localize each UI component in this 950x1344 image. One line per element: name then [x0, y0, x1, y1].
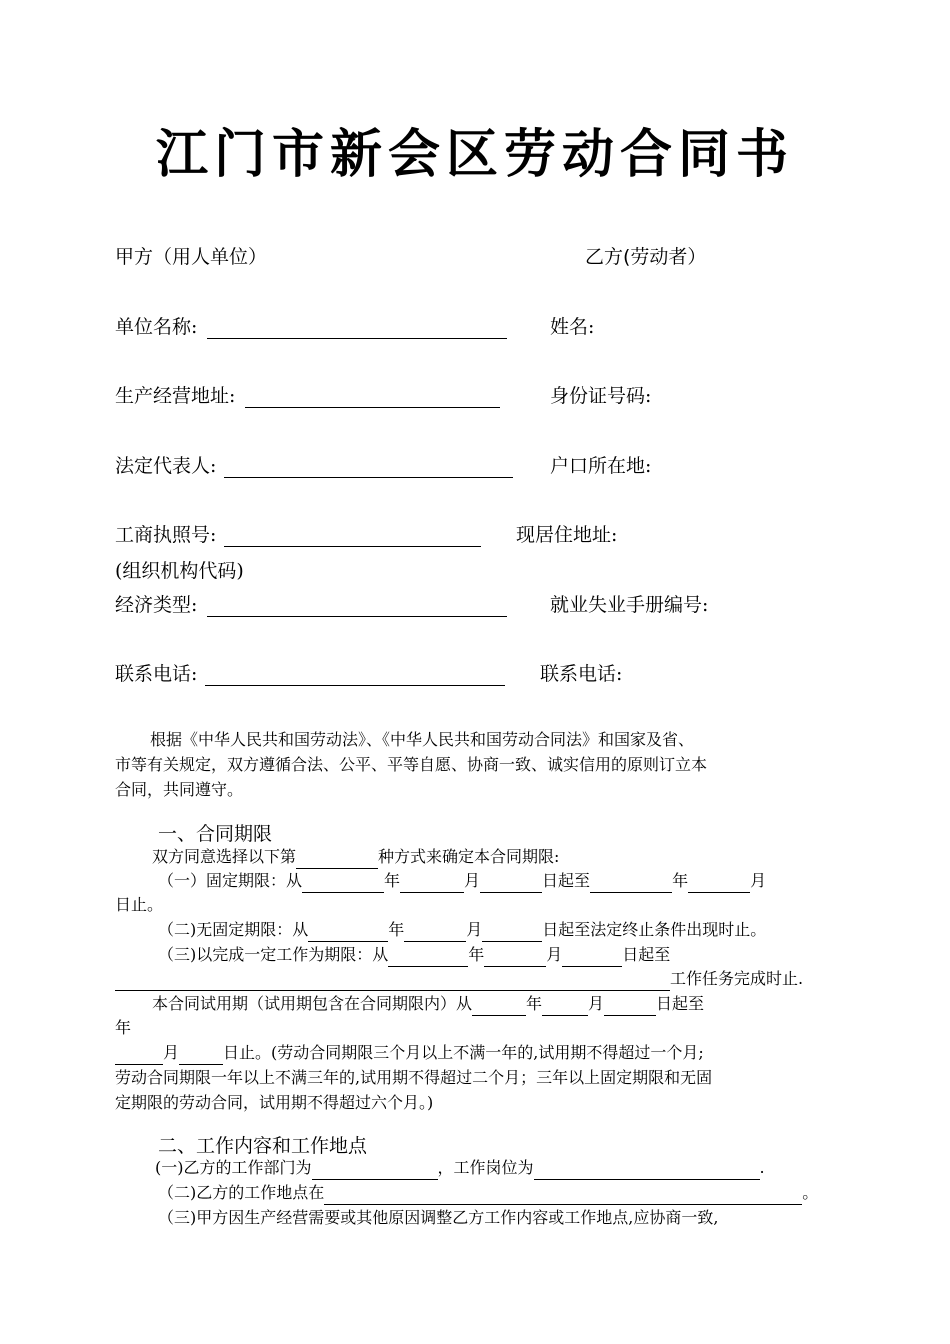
- method-blank[interactable]: [296, 850, 378, 869]
- license-row: [115, 520, 481, 547]
- month-text: 月: [466, 920, 483, 939]
- license-blank[interactable]: [224, 524, 481, 547]
- from-text: 日起至: [542, 871, 591, 890]
- name-label: 姓名:: [550, 316, 595, 338]
- task-year-blank[interactable]: [388, 948, 468, 967]
- trial-line-3: 劳动合同期限一年以上不满三年的,试用期不得超过二个月；三年以上固定期限和无固: [115, 1068, 713, 1087]
- unit-name-row: [115, 312, 507, 339]
- task-from-text: 日起至: [622, 945, 671, 964]
- fixed-term-line: [158, 869, 766, 893]
- residence-label: 现居住地址:: [516, 524, 618, 546]
- trial-start-day-blank[interactable]: [604, 997, 656, 1016]
- address-row: [115, 381, 500, 408]
- econ-type-blank[interactable]: [207, 594, 507, 617]
- party-b-header: 乙方(劳动者）: [585, 246, 707, 268]
- fixed-end-month-blank[interactable]: [688, 874, 750, 893]
- place-blank[interactable]: [324, 1186, 802, 1205]
- year-text: 年: [468, 945, 485, 964]
- econ-type-row: [115, 590, 507, 617]
- phone-a-blank[interactable]: [205, 663, 505, 686]
- choose-post: 种方式来确定本合同期限:: [378, 847, 560, 866]
- month-text: 月: [464, 871, 481, 890]
- trial-end-month-blank[interactable]: [115, 1046, 163, 1065]
- trial-end-year-text: 年: [115, 1018, 132, 1037]
- address-label: 生产经营地址:: [115, 385, 236, 407]
- employment-book-label: 就业失业手册编号:: [550, 594, 709, 616]
- task-term-tail: 工作任务完成时止.: [670, 969, 804, 988]
- open-month-blank[interactable]: [404, 923, 466, 942]
- document-title: 江门市新会区劳动合同书: [155, 125, 794, 185]
- choose-method-line: [152, 845, 559, 869]
- org-code-label: (组织机构代码): [115, 560, 244, 582]
- legal-rep-blank[interactable]: [224, 455, 513, 478]
- id-number-label: 身份证号码:: [550, 385, 652, 407]
- month-text: 月: [546, 945, 563, 964]
- intro-line-1: 根据《中华人民共和国劳动法》、《中华人民共和国劳动合同法》和国家及省、: [150, 730, 695, 749]
- party-a-header: 甲方（用人单位）: [115, 246, 268, 268]
- adjust-line: （三)甲方因生产经营需要或其他原因调整乙方工作内容或工作地点,应协商一致,: [158, 1208, 719, 1227]
- address-blank[interactable]: [245, 385, 500, 408]
- position-blank[interactable]: [534, 1161, 760, 1180]
- fixed-start-year-blank[interactable]: [302, 874, 384, 893]
- dept-mid: ，工作岗位为: [437, 1158, 534, 1177]
- trial-tail: 日止。(劳动合同期限三个月以上不满一年的,试用期不得超过一个月;: [223, 1043, 704, 1062]
- year-text: 年: [388, 920, 405, 939]
- open-term-label: （二)无固定期限：从: [158, 920, 309, 939]
- phone-b-label: 联系电话:: [540, 663, 623, 685]
- trial-start-month-blank[interactable]: [542, 997, 588, 1016]
- open-term-line: [158, 918, 766, 942]
- intro-line-3: 合同，共同遵守。: [115, 780, 244, 799]
- trial-start-year-blank[interactable]: [472, 997, 526, 1016]
- section-2-heading: 二、工作内容和工作地点: [158, 1135, 368, 1157]
- license-label: 工商执照号:: [115, 524, 217, 546]
- month-text: 月: [163, 1043, 180, 1062]
- trial-pre: 本合同试用期（试用期包含在合同期限内）从: [152, 994, 473, 1013]
- phone-a-label: 联系电话:: [115, 663, 198, 685]
- trial-line-2: [115, 1041, 704, 1065]
- year-text: 年: [672, 871, 689, 890]
- trial-line-4: 定期限的劳动合同，试用期不得超过六个月。): [115, 1093, 434, 1112]
- fixed-start-month-blank[interactable]: [400, 874, 464, 893]
- task-term-line: [158, 943, 670, 967]
- task-day-blank[interactable]: [562, 948, 622, 967]
- fixed-start-day-blank[interactable]: [480, 874, 542, 893]
- fixed-term-label: （一）固定期限：从: [158, 871, 303, 890]
- place-line: [158, 1181, 818, 1205]
- section-1-heading: 一、合同期限: [158, 823, 273, 845]
- month-text: 月: [588, 994, 605, 1013]
- trial-from-text: 日起至: [656, 994, 705, 1013]
- open-term-tail: 日起至法定终止条件出现时止。: [542, 920, 767, 939]
- legal-rep-label: 法定代表人:: [115, 455, 217, 477]
- task-description-blank[interactable]: [115, 972, 670, 991]
- legal-rep-row: [115, 451, 513, 478]
- open-day-blank[interactable]: [482, 923, 542, 942]
- econ-type-label: 经济类型:: [115, 594, 198, 616]
- unit-name-blank[interactable]: [207, 316, 507, 339]
- trial-line-1: [152, 992, 704, 1016]
- hukou-label: 户口所在地:: [550, 455, 652, 477]
- year-text: 年: [384, 871, 401, 890]
- task-term-line-2: [115, 967, 803, 991]
- dept-blank[interactable]: [312, 1161, 438, 1180]
- fixed-end-year-blank[interactable]: [590, 874, 672, 893]
- year-text: 年: [526, 994, 543, 1013]
- task-month-blank[interactable]: [484, 948, 546, 967]
- phone-a-row: [115, 659, 505, 686]
- choose-pre: 双方同意选择以下第: [152, 847, 297, 866]
- intro-line-2: 市等有关规定，双方遵循合法、公平、平等自愿、协商一致、诚实信用的原则订立本: [115, 755, 708, 774]
- place-end: 。: [802, 1183, 819, 1202]
- dept-pre: (一)乙方的工作部门为: [155, 1158, 312, 1177]
- fixed-term-tail: 日止。: [115, 895, 164, 914]
- open-year-blank[interactable]: [308, 923, 388, 942]
- month-text: 月: [750, 871, 767, 890]
- trial-end-day-blank[interactable]: [179, 1046, 223, 1065]
- unit-name-label: 单位名称:: [115, 316, 198, 338]
- dept-end: .: [759, 1158, 765, 1177]
- dept-line: [155, 1156, 765, 1180]
- place-pre: （二)乙方的工作地点在: [158, 1183, 325, 1202]
- task-term-label: （三)以完成一定工作为期限：从: [158, 945, 389, 964]
